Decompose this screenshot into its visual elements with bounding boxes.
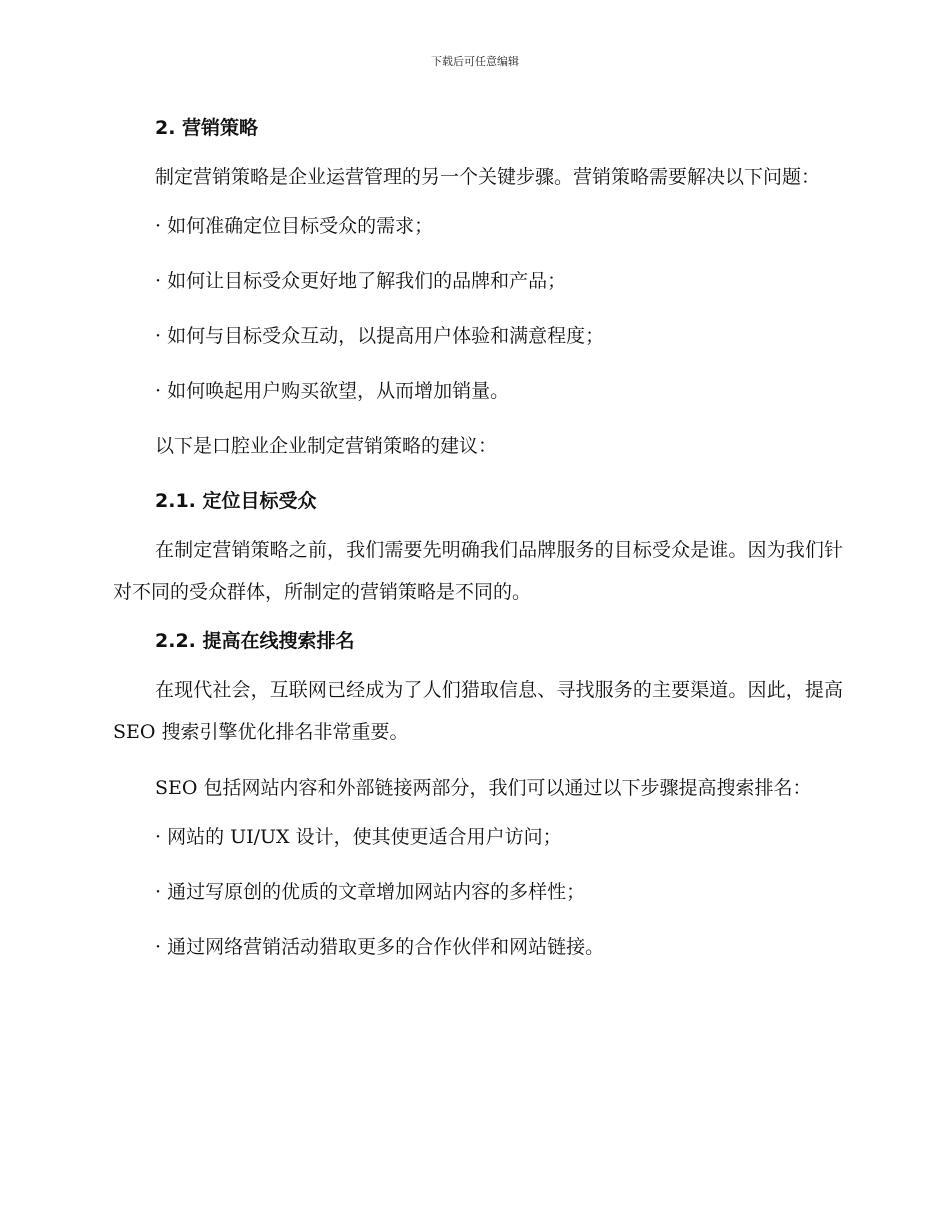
- bullet-item: · 通过写原创的优质的文章增加网站内容的多样性；: [155, 881, 586, 903]
- bullet-item: · 网站的 UI/UX 设计，使其使更适合用户访问；: [155, 826, 562, 848]
- seo-paragraph: SEO 包括网站内容和外部链接两部分，我们可以通过以下步骤提高搜索排名：: [155, 777, 812, 799]
- bullet-item: · 如何准确定位目标受众的需求；: [155, 215, 434, 237]
- search-ranking-paragraph: 在现代社会，互联网已经成为了人们猎取信息、寻找服务的主要渠道。因此，提高 SEO 搜索引擎优化排名非常重要。: [113, 679, 843, 743]
- bullet-item: · 通过网络营销活动猎取更多的合作伙伴和网站链接。: [155, 936, 605, 958]
- bullet-item: · 如何与目标受众互动，以提高用户体验和满意程度；: [155, 325, 605, 347]
- bullet-item: · 如何让目标受众更好地了解我们的品牌和产品；: [155, 270, 567, 292]
- document-body: [113, 110, 843, 961]
- section-heading-search-ranking: 2.2. 提高在线搜索排名: [155, 630, 355, 652]
- lead-paragraph: 以下是口腔业企业制定营销策略的建议：: [155, 435, 498, 457]
- section-heading-target-audience: 2.1. 定位目标受众: [155, 490, 317, 512]
- target-audience-paragraph: 在制定营销策略之前，我们需要先明确我们品牌服务的目标受众是谁。因为我们针对不同的受众群体，所制定的营销策略是不同的。: [113, 539, 843, 603]
- bullet-item: · 如何唤起用户购买欲望，从而增加销量。: [155, 380, 510, 402]
- section-intro-paragraph: 制定营销策略是企业运营管理的另一个关键步骤。营销策略需要解决以下问题：: [155, 166, 821, 188]
- section-heading-marketing-strategy: 2. 营销策略: [155, 117, 259, 139]
- page-header: 下载后可任意编辑: [431, 55, 519, 68]
